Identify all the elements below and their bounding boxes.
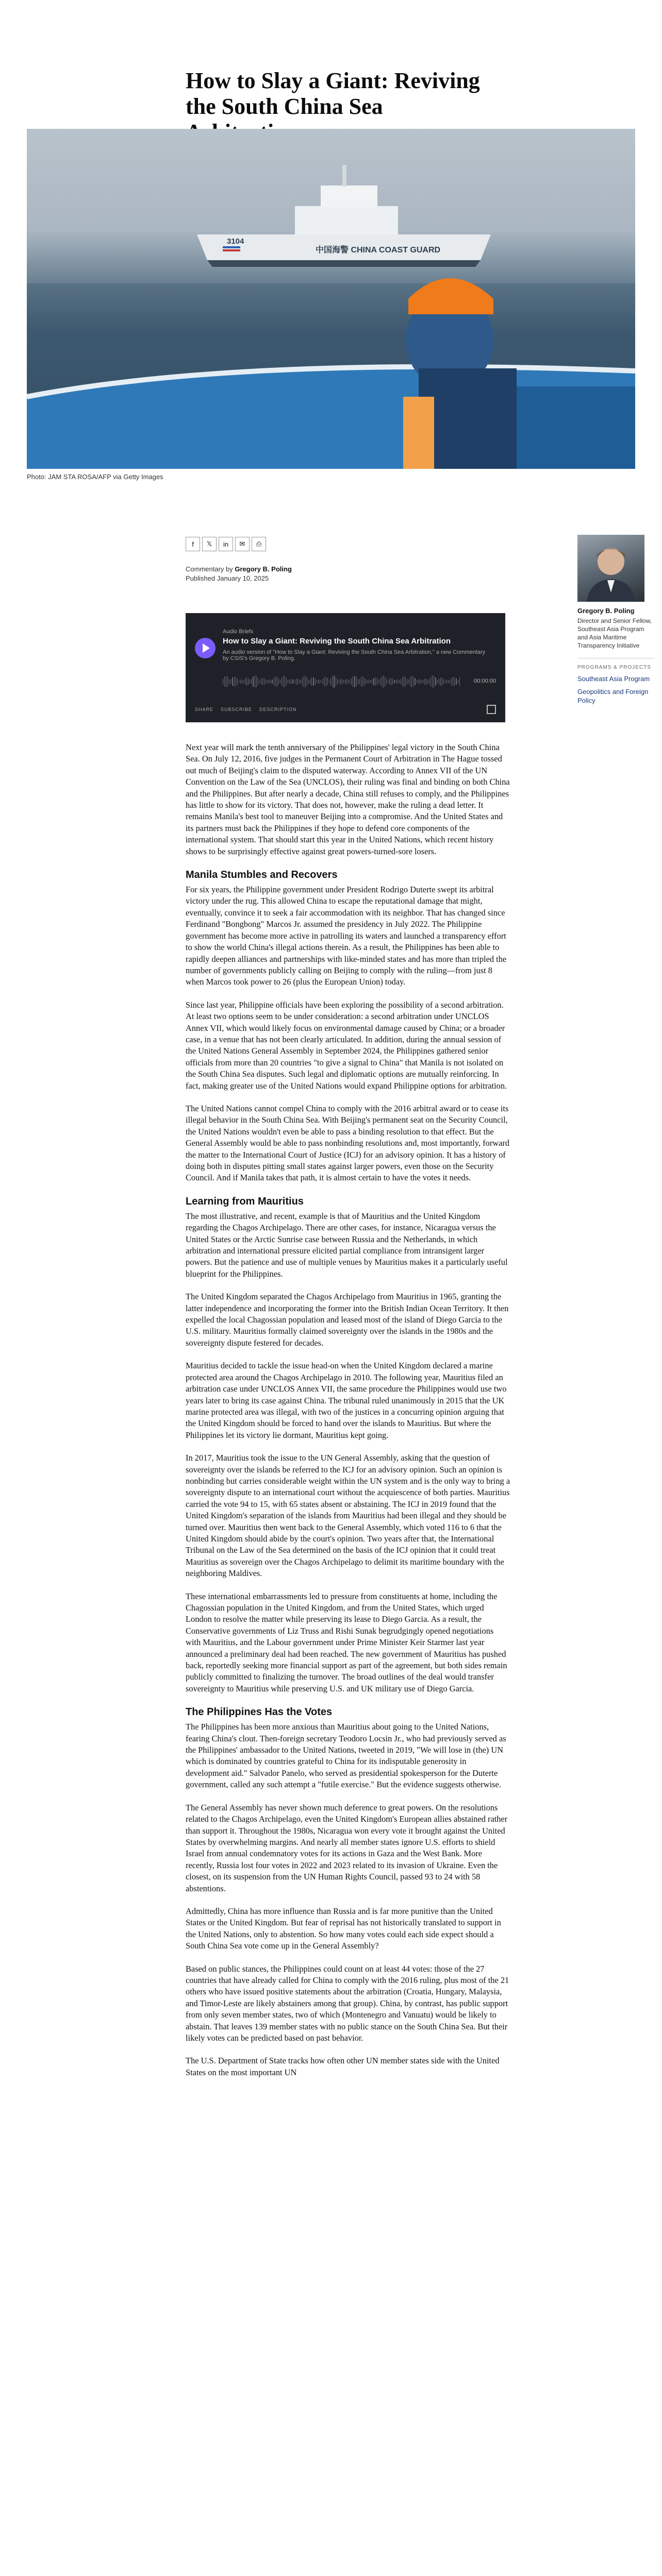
waveform-bar	[451, 678, 452, 685]
waveform-bar	[315, 679, 316, 685]
waveform-bar	[227, 676, 228, 686]
paragraph: The U.S. Department of State tracks how often other UN member states side with the United States on the most important UN	[186, 2056, 500, 2077]
waveform-bar	[432, 675, 433, 688]
photo-caption: Photo: JAM STA ROSA/AFP via Getty Images	[27, 473, 163, 481]
waveform-bar	[378, 680, 379, 683]
section-heading: Learning from Mauritius	[186, 1195, 304, 1207]
waveform-bar	[364, 677, 365, 686]
waveform-bar	[375, 677, 376, 686]
waveform-bar	[418, 680, 419, 684]
email-share-button[interactable]: ✉	[235, 537, 250, 551]
waveform-bar	[343, 680, 344, 683]
waveform-bar	[270, 680, 271, 683]
ship-marking: 中国海警 CHINA COAST GUARD	[316, 246, 441, 255]
waveform-bar	[405, 677, 406, 687]
audio-time: 00:00:00	[474, 678, 496, 684]
waveform-bar	[330, 678, 331, 685]
waveform-bar	[446, 680, 447, 684]
program-link-geopolitics[interactable]: Geopolitics and Foreign Policy	[577, 688, 649, 704]
waveform-bar	[351, 678, 352, 685]
audio-player	[186, 613, 505, 722]
waveform-bar	[246, 677, 247, 685]
waveform-bar	[448, 680, 449, 684]
waveform-bar	[424, 679, 425, 685]
waveform-bar	[370, 680, 371, 683]
commentary-prefix: Commentary by	[186, 565, 235, 573]
waveform-bar	[440, 677, 441, 686]
waveform-bar	[327, 678, 328, 685]
waveform-bar	[234, 676, 235, 687]
paragraph: Admittedly, China has more influence than Russia and is far more punitive than the United States or the United Kingdom. But fear of reprisal has not historically translated to support in the United Nations, only to abstention. So how many votes could each side expect should a South China Sea vote come up in the General Assembly?	[186, 1906, 501, 1951]
waveform-bar	[318, 680, 319, 683]
waveform-bar	[299, 680, 300, 684]
author-card	[577, 535, 655, 705]
share-toolbar	[186, 537, 266, 551]
section-heading: Manila Stumbles and Recovers	[186, 869, 338, 881]
waveform-bar	[437, 680, 438, 683]
section-heading: The Philippines Has the Votes	[186, 1706, 333, 1718]
audio-logo-icon	[487, 705, 496, 714]
waveform-bar	[373, 678, 374, 685]
waveform-bar	[286, 677, 287, 685]
waveform-bar	[411, 676, 412, 687]
waveform-bar	[305, 676, 306, 688]
x-share-button[interactable]: 𝕏	[202, 537, 217, 551]
paragraph: Next year will mark the tenth anniversary of the Philippines' legal victory in the South China Sea. On July 12, 2016, five judges in the Permanent Court of Arbitration in The Hague tossed out much of Beijing's claim to the disputed waterway. According to Annex VII of the UN Convention on the Law of the Sea (UNCLOS), their ruling was final and binding on both China and the Philippines. But after nearly a decade, China still refuses to comply, and the Philippines has little to show for its victory. That does not, however, make the ruling a dead letter. It remains Manila's best tool to maneuver Beijing into a compromise. And the United States and its partners must back the Philippines if they hope to defend core components of the international system. That should start this year in the United Nations, which recent history shows to be surprisingly effective against great powers-turned-sore losers.	[186, 742, 510, 856]
waveform-bar	[443, 679, 444, 684]
waveform-bar	[386, 679, 387, 685]
paragraph: Based on public stances, the Philippines could count on at least 44 votes: those of the 27 countries that have already called for China to comply with the 2016 ruling, plus most of the 21 others who have issued positive statements about the arbitration (Croatia, Hungary, Malaysia, and Timor-Leste are likely abstainers among that group). China, by contrast, has public support from only seven member states, two of which (Montenegro and Vanuatu) would be likely to abstain. That leaves 139 member states with no public stance on the South China Sea. But their likely votes can be predicted based on past behavior.	[186, 1963, 509, 2043]
waveform-bar	[359, 679, 360, 684]
program-link-southeast-asia[interactable]: Southeast Asia Program	[577, 675, 650, 683]
waveform-bar	[367, 680, 368, 683]
paragraph: The most illustrative, and recent, example is that of Mauritius and the United Kingdom regarding the Chagos Archipelago. There are other cases, for instance, Nicaragua versus the United States or the Arctic Sunrise case between Russia and the Netherlands, in which arbitration and international pressure elicited partial compliance from intransigent larger powers. But the patience and use of multiple venues by Mauritius makes it a particularly useful blueprint for the Philippines.	[186, 1211, 508, 1279]
waveform-bar	[435, 677, 436, 685]
waveform-bar	[232, 677, 233, 686]
waveform-bar	[454, 677, 455, 686]
paragraph: Since last year, Philippine officials have been exploring the possibility of a second arbitration. At least two options seem to be under consideration: a second arbitration under UNCLOS Annex VII, which would likely focus on environmental damage caused by China; or a broader case, in a venue that has not been clearly articulated. In addition, during the annual session of the United Nations General Assembly in September 2024, the Philippines gathered senior officials from more than 20 countries "to give a signal to China" that Manila is not isolated on the South China Sea disputes. Such legal and diplomatic options are mutually reinforcing. In fact, making greater use of the United Nations would expand Philippine options for arbitration.	[186, 999, 507, 1091]
ship-hull-number: 3104	[227, 237, 244, 246]
waveform-bar	[275, 676, 276, 687]
article-title: How to Slay a Giant: Reviving the South China Sea	[186, 68, 480, 119]
waveform-bar	[243, 680, 244, 683]
audio-subtitle: An audio version of "How to Slay a Giant: Reviving the South China Sea Arbitration," a new Commentary by CSIS's Gregory B. Poling.	[223, 649, 486, 662]
waveform-bar	[308, 680, 309, 684]
waveform-bar	[230, 680, 231, 684]
waveform-bar	[362, 676, 363, 687]
waveform-bar	[262, 678, 263, 686]
audio-share-button[interactable]: SHARE	[195, 707, 214, 712]
waveform-bar	[324, 677, 325, 686]
article-body	[186, 742, 510, 2090]
paragraph: The General Assembly has never shown much deference to great powers. On the resolutions related to the Chagos Archipelago, even the United Kingdom's European allies abstained rather than support it. Throughout the 1980s, Nicaragua won every vote it brought against the United States by overwhelming margins. And nearly all member states ignore U.S. efforts to shield Israel from annual condemnatory votes for its actions in Gaza and the West Bank. More recently, Russia lost four votes in 2022 and 2023 related to its invasion of Ukraine. Even the closest, on its suspension from the UN Human Rights Council, passed 93 to 24 with 58 abstentions.	[186, 1802, 508, 1893]
waveform-bar	[251, 679, 252, 685]
facebook-share-button[interactable]: f	[186, 537, 200, 551]
waveform-bar	[459, 677, 460, 686]
waveform-bar	[399, 680, 400, 683]
play-button[interactable]	[195, 638, 216, 658]
programs-label: PROGRAMS & PROJECTS	[577, 665, 651, 670]
audio-title: How to Slay a Giant: Reviving the South China Sea Arbitration	[223, 637, 451, 646]
waveform-bar	[240, 680, 241, 684]
waveform-bar	[283, 676, 284, 687]
waveform-bar	[408, 680, 409, 684]
author-photo[interactable]	[577, 535, 644, 602]
waveform-bar	[289, 680, 290, 684]
waveform-bar	[402, 677, 403, 686]
linkedin-share-button[interactable]: in	[219, 537, 233, 551]
paragraph: These international embarrassments led to pressure from constituents at home, including the Chagossian population in the United Kingdom, and from the United States, which urged London to resolve the matter while preserving its lease to Diego Garcia. As a result, the Conservative governments of Liz Truss and Rishi Sunak begrudgingly opened negotiations with Mauritius, and the Labour government under Prime Minister Keir Starmer last year announced a preliminary deal had been reached. The new government of Mauritius has pushed back, reportedly seeking more financial support as part of the agreement, but both sides remain publicly committed to finalizing the turnover. The broad outlines of the deal would transfer sovereignty to Mauritius while preserving U.S. and UK military use of Diego Garcia.	[186, 1591, 507, 1693]
waveform-bar	[340, 679, 341, 684]
audio-waveform-scrubber[interactable]	[223, 674, 460, 689]
waveform-bar	[302, 677, 303, 686]
paragraph: The Philippines has been more anxious than Mauritius about going to the United Nations, fearing China's clout. Then-foreign secretary Teodoro Locsin Jr., who had previously served as the Philippines' ambassador to the United Nations, tweeted in 2019, "We will lose in (the) UN which is dominated by countries grateful to China for its indisputable generosity in development aid." Salvador Panelo, who served as presidential spokesperson for the Duterte government, called any such attempt a "futile exercise." But the evidence suggests otherwise.	[186, 1722, 506, 1790]
waveform-bar	[427, 680, 428, 683]
audio-description-button[interactable]: DESCRIPTION	[259, 707, 297, 712]
paragraph: The United Nations cannot compel China to comply with the 2016 arbitral award or to cease its illegal behavior in the South China Sea. With Beijing's permanent seat on the Security Council, the United Nations wouldn't even be able to pass a binding resolution to that effect. But the General Assembly would be able to pass nonbinding resolutions and, most importantly, forward the matter to the International Court of Justice (ICJ) for an advisory opinion. It has a history of doing both in disputes pitting small states against larger powers, even those on the Security Council. And if Manila takes that path, it is almost certain to have the votes it needs.	[186, 1103, 510, 1183]
byline-author-link[interactable]: Gregory B. Poling	[235, 565, 292, 573]
hero-illustration	[27, 129, 635, 469]
waveform-bar	[354, 676, 355, 688]
waveform-bar	[297, 679, 298, 685]
waveform-bar	[332, 676, 333, 687]
waveform-bar	[337, 679, 338, 684]
author-role: Director and Senior Fellow, Southeast Asia Program and Asia Maritime Transparency Initiative	[577, 617, 652, 649]
waveform-bar	[392, 679, 393, 684]
waveform-bar	[292, 680, 293, 683]
waveform-bar	[383, 675, 384, 688]
paragraph: For six years, the Philippine government under President Rodrigo Duterte swept its arbitral victory under the rug. This allowed China to escape the reputational damage that might, eventually, convince it to seek a fair accommodation with its neighbor. That has changed since Ferdinand "Bongbong" Marcos Jr. assumed the presidency in July 2022. The Philippine government has become more active in patrolling its waters and launched a transparency effort to show the world China's illegal actions therein. As a result, the Philippines has been able to rapidly deepen alliances and partnerships with like-minded states and has more than tripled the number of governments publicly calling on Beijing to comply with the ruling—from just 8 when Marcos took power to 26 (plus the European Union) today.	[186, 885, 507, 987]
waveform-bar	[346, 679, 347, 685]
waveform-bar	[267, 680, 268, 683]
published-date: Published January 10, 2025	[186, 574, 269, 582]
waveform-bar	[321, 681, 322, 683]
waveform-bar	[259, 681, 260, 683]
audio-source: Audio Briefs	[223, 629, 254, 635]
paragraph: The United Kingdom separated the Chagos Archipelago from Mauritius in 1965, granting the latter independence and incorporating the former into the British Indian Ocean Territory. It then expelled the local Chagossian population and leased most of the island of Diego Garcia to the U.S. military. Mauritius formally claimed sovereignty over the islands in the 1980s and the sovereignty dispute festered for decades.	[186, 1292, 509, 1348]
audio-subscribe-button[interactable]: SUBSCRIBE	[221, 707, 253, 712]
waveform-bar	[248, 678, 249, 685]
hero-photo	[27, 129, 635, 469]
paragraph: In 2017, Mauritius took the issue to the UN General Assembly, asking that the question of sovereignty over the islands be referred to the ICJ for an advisory opinion. Such an opinion is nonbinding but carries considerable weight within the UN system and is the only way to bring a sovereignty dispute to an international court without the acquiescence of both parties. Mauritius carried the vote 94 to 15, with 65 states absent or abstaining. The ICJ in 2019 found that the United Kingdom's separation of the islands from Mauritius had been illegal and they should be turned over. Mauritius then went back to the General Assembly, which voted 116 to 6 that the United Kingdom should abide by the court's opinion. Two years after that, the International Tribunal on the Law of the Sea determined on the basis of the ICJ opinion that it could treat Mauritius as sovereign over the Chagos Archipelago to delimit its maritime boundary with the neighboring Maldives.	[186, 1453, 510, 1579]
paragraph: Mauritius decided to tackle the issue head-on when the United Kingdom declared a marine protected area around the Chagos Archipelago in 2010. The following year, Mauritius filed an arbitration case under UNCLOS Annex VII, the same procedure the Philippines would use two years later to bring its case against China. The tribunal ruled unanimously in 2015 that the UK marine protected area was illegal, with two of the justices in a concurring opinion arguing that the United Kingdom should be forced to hand over the islands to Mauritius. But where the Philippines let its victory lie dormant, Mauritius kept going.	[186, 1361, 507, 1440]
waveform-bar	[237, 679, 238, 684]
article-meta	[186, 565, 292, 583]
waveform-bar	[278, 679, 279, 685]
waveform-bar	[256, 676, 257, 687]
print-button[interactable]: ⎙	[252, 537, 266, 551]
waveform-bar	[311, 677, 312, 686]
waveform-bar	[294, 680, 295, 683]
waveform-bar	[348, 680, 349, 684]
waveform-bar	[224, 676, 225, 686]
waveform-bar	[389, 679, 390, 685]
waveform-bar	[356, 677, 357, 686]
author-name-link[interactable]: Gregory B. Poling	[577, 607, 635, 615]
waveform-bar	[421, 680, 422, 683]
